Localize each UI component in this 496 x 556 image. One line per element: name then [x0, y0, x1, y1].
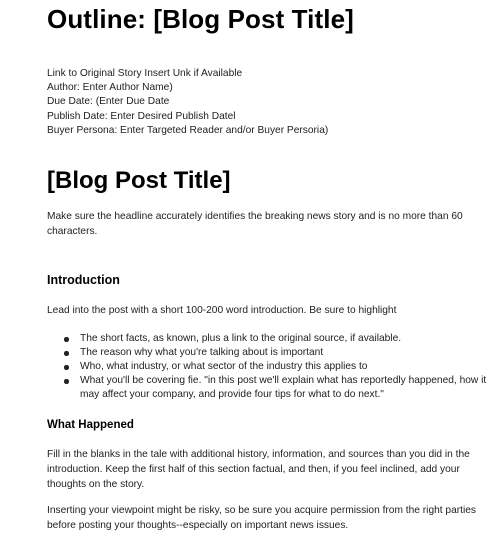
bullet-icon: [64, 337, 69, 342]
introduction-bullet-list: [47, 332, 487, 402]
bullet-icon: [64, 365, 69, 370]
bullet-icon: [64, 351, 69, 356]
list-item: [47, 332, 487, 346]
outline-title: Outline: [Blog Post Title]: [47, 4, 354, 34]
meta-buyer-persona: Buyer Persona: Enter Targeted Reader and/or Buyer Persoria): [47, 124, 329, 136]
list-item: [47, 360, 487, 374]
what-happened-paragraph-2: Inserting your viewpoint might be risky, so be sure you acquire permission from the right parties before posting your thoughts--especially on important news issues.: [47, 505, 477, 531]
list-item: [47, 346, 487, 360]
introduction-heading: Introduction: [47, 273, 120, 287]
meta-original-story-link: Link to Original Story Insert Unk if Available: [47, 68, 243, 79]
introduction-lead: Lead into the post with a short 100-200 word introduction. Be sure to highlight: [47, 305, 397, 316]
list-item: [47, 374, 487, 402]
what-happened-heading: What Happened: [47, 419, 134, 431]
what-happened-paragraph-1: Fill in the blanks in the tale with additional history, information, and sources than you did in the introduction. Keep the first half of this section factual, and then, if you feel inclined, add your thoughts on the story.: [47, 449, 470, 490]
bullet-icon: [64, 379, 69, 384]
meta-author: Author: Enter Author Name): [47, 82, 173, 94]
headline-note: Make sure the headline accurately identifies the breaking news story and is no more than 60 characters.: [47, 211, 463, 237]
blog-post-heading: [Blog Post Title]: [47, 167, 231, 194]
meta-due-date: Due Date: (Enter Due Date: [47, 96, 170, 108]
meta-publish-date: Publish Date: Enter Desired Publish Datel: [47, 110, 236, 122]
list-item-text: What you'll be covering fie. "in this post we'll explain what has reportedly happened, how it may affect your company, and provide four tips for what to do next.": [80, 375, 487, 400]
list-item-text: The short facts, as known, plus a link to the original source, if available.: [80, 333, 402, 344]
post-metadata: [47, 67, 328, 138]
list-item-text: Who, what industry, or what sector of the industry this applies to: [80, 361, 368, 372]
list-item-text: The reason why what you're talking about is important: [80, 347, 324, 358]
